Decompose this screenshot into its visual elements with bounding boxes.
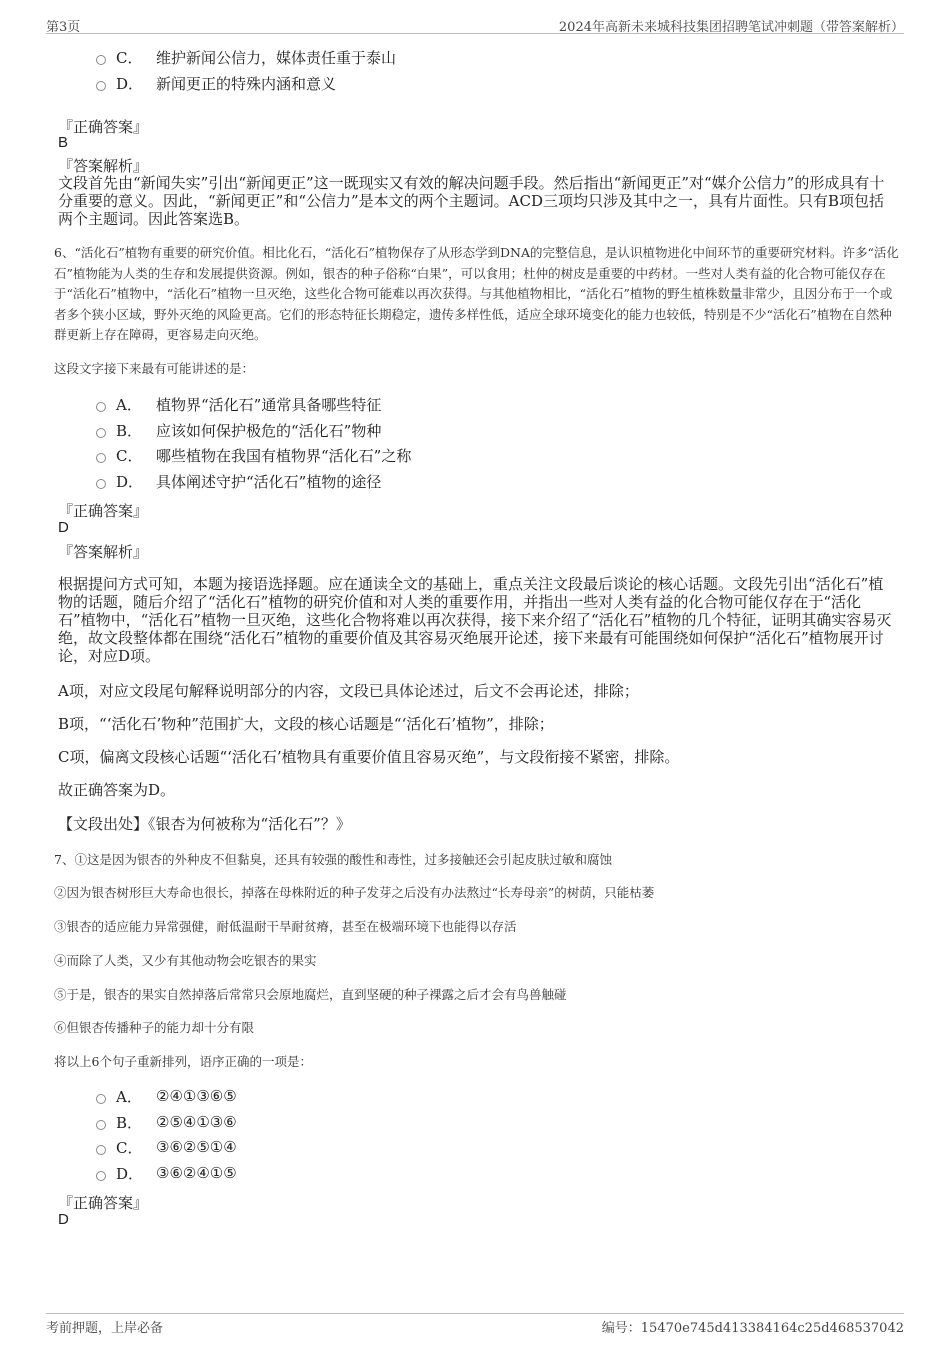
radio-icon[interactable] bbox=[96, 81, 106, 91]
q6-analysis-main: 根据提问方式可知，本题为接语选择题。应在通读全文的基础上，重点关注文段最后谈论的核心话题。文段先引出“活化石”植物的话题，随后介绍了“活化石”植物的研究价值和对人类的重要作用，并指出一些对人类有益的化合物可能仅存在于“活化石”植物中，“活化石”植物一旦灭绝，这些化合物将难以再次获得，接下来介绍了“活化石”植物的几个特征，证明其确实容易灭绝，故文段整体都在围绕“活化石”植物的重要价值及其容易灭绝展开论述，接下来最有可能围绕如何保护“活化石”植物展开讨论，对应D项。 bbox=[58, 575, 892, 665]
q5-answer: B bbox=[58, 134, 69, 151]
page-header bbox=[46, 15, 904, 34]
option-key: D． bbox=[116, 472, 144, 491]
q7-sentence-4: ④而除了人类，又少有其他动物会吃银杏的果实 bbox=[54, 953, 317, 968]
radio-icon[interactable] bbox=[96, 402, 106, 412]
q6-analysis-b: B项，“‘活化石’物种”范围扩大，文段的核心话题是“‘活化石’植物”，排除； bbox=[58, 715, 554, 733]
q6-option-d[interactable] bbox=[96, 471, 381, 491]
option-key: C． bbox=[116, 1138, 143, 1157]
q7-answer: D bbox=[58, 1211, 69, 1228]
q7-answer-label: 『正确答案』 bbox=[58, 1194, 149, 1212]
option-key: B． bbox=[116, 421, 143, 440]
option-text: ②④①③⑥⑤ bbox=[156, 1087, 237, 1105]
option-key: C． bbox=[116, 48, 143, 67]
option-key: C． bbox=[116, 446, 143, 465]
q5-option-c[interactable] bbox=[96, 47, 396, 67]
option-text: 植物界“活化石”通常具备哪些特征 bbox=[156, 395, 382, 414]
q6-analysis-a: A项，对应文段尾句解释说明部分的内容，文段已具体论述过，后文不会再论述，排除； bbox=[58, 682, 639, 700]
footer-serial: 编号：15470e745d413384164c25d468537042 bbox=[601, 1321, 904, 1336]
option-text: 新闻更正的特殊内涵和意义 bbox=[156, 74, 337, 93]
q7-option-c[interactable] bbox=[96, 1137, 237, 1157]
q5-option-d[interactable] bbox=[96, 73, 336, 93]
q6-source: 【文段出处】《银杏为何被称为“活化石”？》 bbox=[58, 815, 351, 833]
q5-answer-label: 『正确答案』 bbox=[58, 118, 149, 136]
radio-icon[interactable] bbox=[96, 428, 106, 438]
q6-question: 这段文字接下来最有可能讲述的是： bbox=[54, 361, 255, 376]
q6-option-c[interactable] bbox=[96, 445, 411, 465]
page-number: 第3页 bbox=[46, 20, 81, 35]
option-key: A． bbox=[116, 1087, 142, 1106]
q6-stem: 6、“活化石”植物有重要的研究价值。相比化石，“活化石”植物保存了从形态学到DNA的完整信息，是认识植物进化中间环节的重要研究材料。许多“活化石”植物能为人类的生存和发展提供资源。例如，银杏的种子俗称“白果”，可以食用；杜仲的树皮是重要的中药材。一些对人类有益的化合物可能仅存在于“活化石”植物中，“活化石”植物一旦灭绝，这些化合物可能难以再次获得。与其他植物相比，“活化石”植物的野生植株数量非常少，且因分布于一个或者多个狭小区域，野外灭绝的风险更高。它们的形态特征长期稳定，遗传多样性低，适应全球环境变化的能力也较低，特别是不少“活化石”植物在自然种群更新上存在障碍，更容易走向灭绝。 bbox=[54, 245, 899, 342]
radio-icon[interactable] bbox=[96, 55, 106, 65]
q6-answer: D bbox=[58, 519, 69, 536]
q6-conclusion: 故正确答案为D。 bbox=[58, 781, 176, 799]
option-text: 具体阐述守护“活化石”植物的途径 bbox=[156, 472, 382, 491]
radio-icon[interactable] bbox=[96, 1094, 106, 1104]
option-text: ②⑤④①③⑥ bbox=[156, 1113, 237, 1131]
q5-analysis-label: 『答案解析』 bbox=[58, 157, 149, 175]
q6-answer-label: 『正确答案』 bbox=[58, 502, 149, 520]
option-text: 应该如何保护极危的“活化石”物种 bbox=[156, 421, 382, 440]
q6-option-b[interactable] bbox=[96, 420, 381, 440]
q7-question: 将以上6个句子重新排列，语序正确的一项是： bbox=[54, 1054, 312, 1069]
option-key: D． bbox=[116, 1164, 144, 1183]
q7-sentence-5: ⑤于是，银杏的果实自然掉落后常常只会原地腐烂，直到坚硬的种子裸露之后才会有鸟兽触碰 bbox=[54, 987, 567, 1002]
option-text: ③⑥②④①⑤ bbox=[156, 1164, 237, 1182]
option-text: 哪些植物在我国有植物界“活化石”之称 bbox=[156, 446, 412, 465]
option-text: ③⑥②⑤①④ bbox=[156, 1138, 237, 1156]
radio-icon[interactable] bbox=[96, 1171, 106, 1181]
radio-icon[interactable] bbox=[96, 479, 106, 489]
document-title: 2024年高新未来城科技集团招聘笔试冲刺题（带答案解析） bbox=[558, 20, 904, 35]
radio-icon[interactable] bbox=[96, 1145, 106, 1155]
option-key: B． bbox=[116, 1113, 143, 1132]
radio-icon[interactable] bbox=[96, 453, 106, 463]
q7-option-a[interactable] bbox=[96, 1086, 237, 1106]
option-text: 维护新闻公信力，媒体责任重于泰山 bbox=[156, 48, 397, 67]
q7-sentence-1: 7、①这是因为银杏的外种皮不但黏臭，还具有较强的酸性和毒性，过多接触还会引起皮肤过敏和腐蚀 bbox=[54, 852, 612, 867]
footer-slogan: 考前押题，上岸必备 bbox=[46, 1321, 164, 1336]
option-key: D． bbox=[116, 74, 144, 93]
q7-option-d[interactable] bbox=[96, 1163, 237, 1183]
q6-option-a[interactable] bbox=[96, 394, 381, 414]
q5-analysis: 文段首先由“新闻失实”引出“新闻更正”这一既现实又有效的解决问题手段。然后指出“新闻更正”对“媒介公信力”的形成具有十分重要的意义。因此，“新闻更正”和“公信力”是本文的两个主题词。ACD三项均只涉及其中之一，具有片面性。只有B项包括两个主题词。因此答案选B。 bbox=[58, 174, 885, 228]
q6-analysis-c: C项，偏离文段核心话题“‘活化石’植物具有重要价值且容易灭绝”，与文段衔接不紧密，排除。 bbox=[58, 748, 680, 766]
option-key: A． bbox=[116, 395, 142, 414]
q7-option-b[interactable] bbox=[96, 1112, 237, 1132]
q7-sentence-2: ②因为银杏树形巨大寿命也很长，掉落在母株附近的种子发芽之后没有办法熬过“长寿母亲”的树荫，只能枯萎 bbox=[54, 885, 655, 900]
q6-analysis-label: 『答案解析』 bbox=[58, 543, 149, 561]
q7-sentence-3: ③银杏的适应能力异常强健，耐低温耐干旱耐贫瘠，甚至在极端环境下也能得以存活 bbox=[54, 919, 517, 934]
page-footer bbox=[46, 1313, 904, 1334]
q7-sentence-6: ⑥但银杏传播种子的能力却十分有限 bbox=[54, 1020, 255, 1035]
radio-icon[interactable] bbox=[96, 1120, 106, 1130]
